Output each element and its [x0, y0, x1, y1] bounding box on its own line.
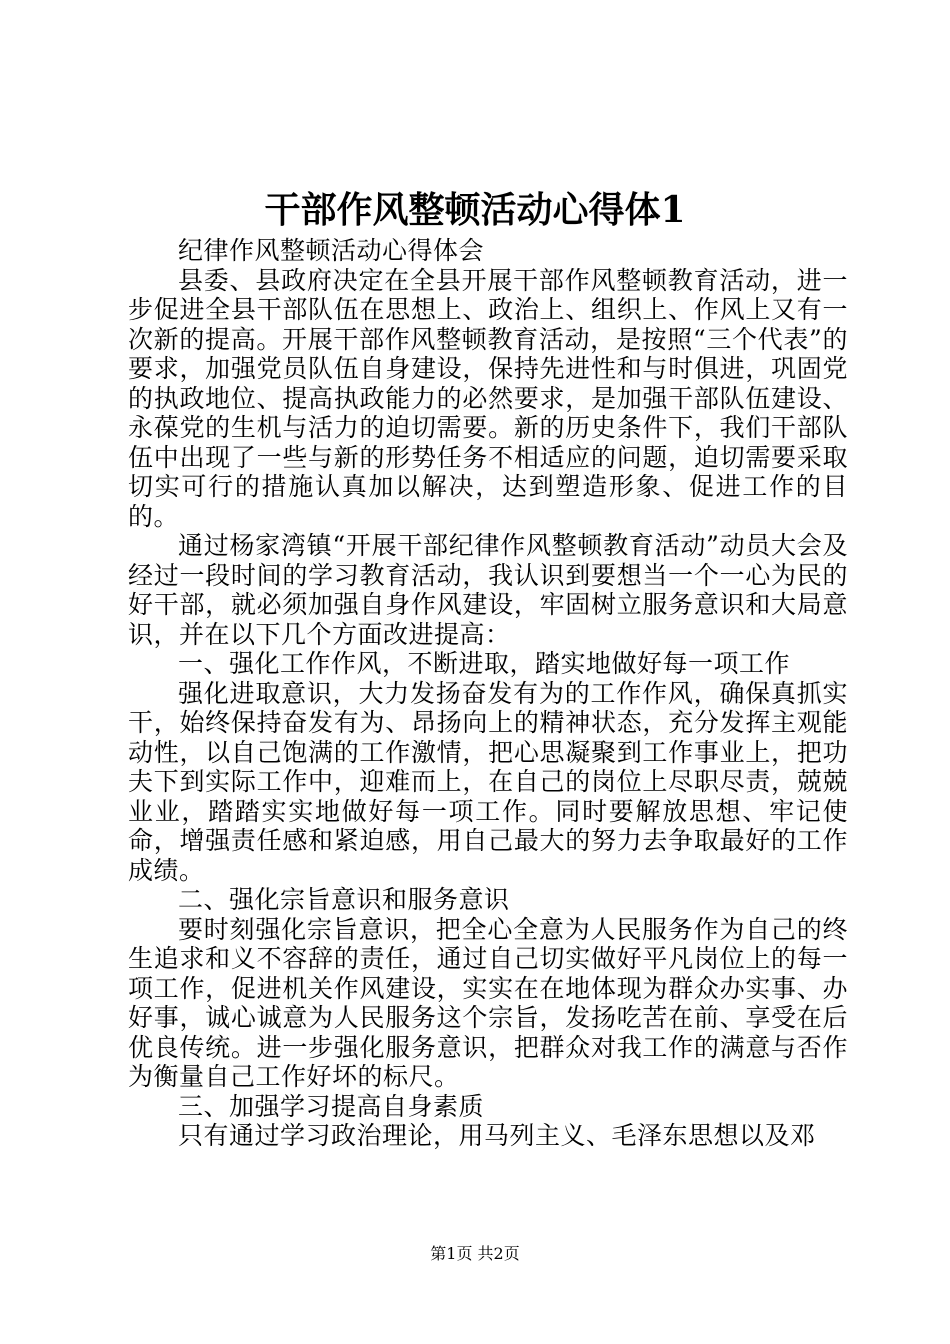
- section-heading: 三、加强学习提高自身素质: [178, 1091, 485, 1121]
- document-title: 干部作风整顿活动心得体1: [264, 189, 686, 231]
- body-paragraph: 纪律作风整顿活动心得体会: [178, 236, 485, 265]
- document-body: [128, 236, 848, 1151]
- section-heading: 一、强化工作作风，不断进取，踏实地做好每一项工作: [178, 649, 791, 678]
- body-paragraph: 通过杨家湾镇“开展干部纪律作风整顿教育活动”动员大会及经过一段时间的学习教育活动，我认识到要想当一个一心为民的好干部，就必须加强自身作风建设，牢固树立服务意识和大局意识，并在以下几个方面改进提高：: [128, 531, 848, 649]
- body-paragraph: 强化进取意识，大力发扬奋发有为的工作作风，确保真抓实干，始终保持奋发有为、昂扬向上的精神状态，充分发挥主观能动性，以自己饱满的工作激情，把心思凝聚到工作事业上，把功夫下到实际工作中，迎难而上，在自己的岗位上尽职尽责，兢兢业业，踏踏实实地做好每一项工作。同时要解放思想、牢记使命，增强责任感和紧迫感，用自己最大的努力去争取最好的工作成绩。: [128, 678, 848, 885]
- section-heading: 二、强化宗旨意识和服务意识: [178, 885, 510, 914]
- body-paragraph: 县委、县政府决定在全县开展干部作风整顿教育活动，进一步促进全县干部队伍在思想上、政治上、组织上、作风上又有一次新的提高。开展干部作风整顿教育活动，是按照“三个代表”的要求，加强党员队伍自身建设，保持先进性和与时俱进，巩固党的执政地位、提高执政能力的必然要求，是加强干部队伍建设、永葆党的生机与活力的迫切需要。新的历史条件下，我们干部队伍中出现了一些与新的形势任务不相适应的问题，迫切需要采取切实可行的措施认真加以解决，达到塑造形象、促进工作的目的。: [128, 265, 848, 531]
- body-paragraph: 要时刻强化宗旨意识，把全心全意为人民服务作为自己的终生追求和义不容辞的责任，通过自己切实做好平凡岗位上的每一项工作，促进机关作风建设，实实在在地体现为群众办实事、办好事，诚心诚意为人民服务这个宗旨，发扬吃苦在前、享受在后优良传统。进一步强化服务意识，把群众对我工作的满意与否作为衡量自己工作好坏的标尺。: [128, 914, 848, 1091]
- page-footer: 第1页 共2页: [430, 1244, 520, 1263]
- body-paragraph: 只有通过学习政治理论，用马列主义、毛泽东思想以及邓: [178, 1121, 816, 1150]
